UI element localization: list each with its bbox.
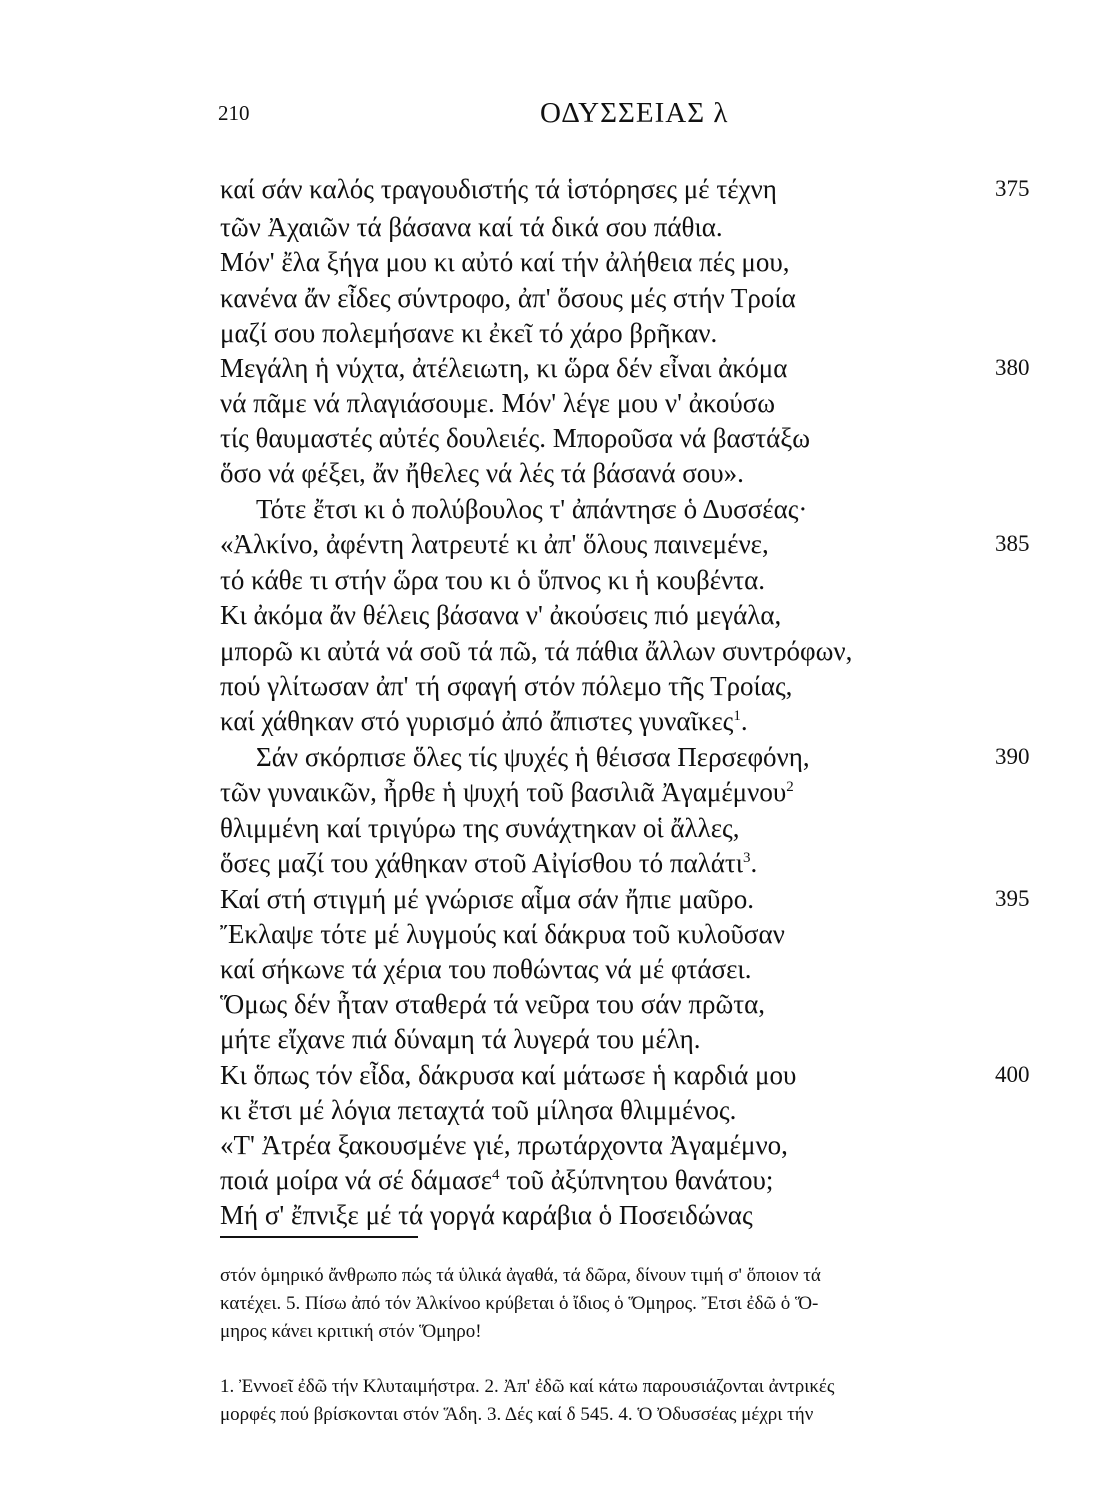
verse-line xyxy=(220,917,785,951)
verse-line-text: ὅσες μαζί του χάθηκαν στοῦ Αἰγίσθου τό παλάτι xyxy=(220,848,744,878)
verse-line-text: μήτε εἴχανε πιά δύναμη τά λυγερά του μέλη. xyxy=(220,1024,701,1054)
verse-line xyxy=(220,598,781,632)
verse-line xyxy=(220,882,754,916)
verse-line-text: «Ἀλκίνο, ἀφέντη λατρευτέ κι ἀπ' ὅλους παινεμένε, xyxy=(220,529,769,559)
footnote-marker: 2 xyxy=(786,779,794,795)
verse-line xyxy=(220,987,765,1021)
verse-line xyxy=(220,210,723,244)
verse-line xyxy=(220,421,810,455)
verse-line xyxy=(220,1022,700,1056)
verse-line-text: Μεγάλη ἡ νύχτα, ἀτέλειωτη, κι ὥρα δέν εἶναι ἀκόμα xyxy=(220,353,788,383)
verse-line xyxy=(256,492,807,526)
footnote-marker: 4 xyxy=(492,1167,500,1183)
footnote-line: κατέχει. 5. Πίσω ἀπό τόν Ἀλκίνοο κρύβεται ὁ ἴδιος ὁ Ὅμηρος. Ἔτσι ἐδῶ ὁ Ὅ- xyxy=(220,1293,819,1314)
verse-line xyxy=(220,386,775,420)
verse-line-text: μπορῶ κι αὐτά νά σοῦ τά πῶ, τά πάθια ἄλλων συντρόφων, xyxy=(220,636,853,666)
verse-line-text: τό κάθε τι στήν ὥρα του κι ὁ ὕπνος κι ἡ κουβέντα. xyxy=(220,565,766,595)
verse-line-text: μαζί σου πολεμήσανε κι ἐκεῖ τό χάρο βρῆκαν. xyxy=(220,318,718,348)
verse-line xyxy=(220,775,794,809)
verse-line xyxy=(220,281,796,315)
verse-line xyxy=(220,811,739,845)
verse-line xyxy=(220,172,777,206)
verse-line-text: Σάν σκόρπισε ὅλες τίς ψυχές ἡ θέισσα Περσεφόνη, xyxy=(256,742,810,772)
verse-line-text: Μόν' ἔλα ξήγα μου κι αὐτό καί τήν ἀλήθεια πές μου, xyxy=(220,247,790,277)
verse-line xyxy=(220,952,751,986)
footnote-line: στόν ὁμηρικό ἄνθρωπο πώς τά ὑλικά ἀγαθά, τά δῶρα, δίνουν τιμή σ' ὅποιον τά xyxy=(220,1265,821,1286)
verse-line-text: πού γλίτωσαν ἀπ' τή σφαγή στόν πόλεμο τῆς Τροίας, xyxy=(220,671,793,701)
verse-line-text: Ὅμως δέν ἦταν σταθερά τά νεῦρα του σάν πρῶτα, xyxy=(220,989,766,1019)
verse-line-text: τίς θαυμαστές αὐτές δουλειές. Μποροῦσα νά βαστάξω xyxy=(220,423,811,453)
verse-line-text: τῶν Ἀχαιῶν τά βάσανα καί τά δικά σου πάθια. xyxy=(220,212,723,242)
verse-line xyxy=(220,1093,736,1127)
line-number: 400 xyxy=(995,1062,1030,1087)
line-number: 375 xyxy=(995,176,1030,201)
line-number: 390 xyxy=(995,744,1030,769)
running-head-title: ΟΔΥΣΣΕΙΑΣ λ xyxy=(540,97,729,129)
verse-line-text: Τότε ἔτσι κι ὁ πολύβουλος τ' ἀπάντησε ὁ Δυσσέας· xyxy=(256,494,808,524)
verse-line xyxy=(220,669,792,703)
verse-line xyxy=(220,1058,796,1092)
verse-line xyxy=(220,527,769,561)
footnote-line: μηρος κάνει κριτική στόν Ὅμηρο! xyxy=(220,1321,482,1342)
verse-line-text: Καί στή στιγμή μέ γνώρισε αἷμα σάν ἤπιε μαῦρο. xyxy=(220,884,754,914)
verse-line-text-tail: τοῦ ἀξύπνητου θανάτου; xyxy=(499,1165,774,1195)
verse-line-text: «Τ' Ἀτρέα ξακουσμένε γιέ, πρωτάρχοντα Ἀγαμέμνο, xyxy=(220,1130,788,1160)
verse-line-text: τῶν γυναικῶν, ἦρθε ἡ ψυχή τοῦ βασιλιᾶ Ἀγαμέμνου xyxy=(220,777,787,807)
verse-line xyxy=(256,740,810,774)
footnote-marker: 3 xyxy=(743,850,751,866)
footnote-line: μορφές πού βρίσκονται στόν Ἅδη. 3. Δές καί δ 545. 4. Ὁ Ὀδυσσέας μέχρι τήν xyxy=(220,1404,814,1425)
footnote-rule xyxy=(220,1236,418,1238)
verse-line-text: κι ἔτσι μέ λόγια πεταχτά τοῦ μίλησα θλιμμένος. xyxy=(220,1095,737,1125)
verse-line xyxy=(220,245,789,279)
page-number: 210 xyxy=(218,101,250,125)
line-number: 380 xyxy=(995,355,1030,380)
footnote-line: 1. Ἐννοεῖ ἐδῶ τήν Κλυταιμήστρα. 2. Ἀπ' ἐδῶ καί κάτω παρουσιάζονται ἀντρικές xyxy=(220,1376,835,1397)
line-number: 395 xyxy=(995,886,1030,911)
verse-line-text: θλιμμένη καί τριγύρω της συνάχτηκαν οἱ ἄλλες, xyxy=(220,813,740,843)
verse-line-text: νά πᾶμε νά πλαγιάσουμε. Μόν' λέγε μου ν' ἀκούσω xyxy=(220,388,776,418)
verse-line-text: Κι ὅπως τόν εἶδα, δάκρυσα καί μάτωσε ἡ καρδιά μου xyxy=(220,1060,797,1090)
verse-line-text: ποιά μοίρα νά σέ δάμασε xyxy=(220,1165,493,1195)
verse-line xyxy=(220,1198,753,1232)
verse-line-text-tail: . xyxy=(750,848,758,878)
verse-line-text: καί σάν καλός τραγουδιστής τά ἱστόρησες μέ τέχνη xyxy=(220,174,777,204)
verse-line xyxy=(220,316,717,350)
verse-line-text: ὅσο νά φέξει, ἄν ἤθελες νά λές τά βάσανά σου». xyxy=(220,458,744,488)
verse-line xyxy=(220,1128,788,1162)
verse-line xyxy=(220,846,757,880)
line-number: 385 xyxy=(995,531,1030,556)
footnote-marker: 1 xyxy=(733,708,741,724)
verse-line-text-tail: . xyxy=(740,706,748,736)
verse-line-text: Μή σ' ἔπνιξε μέ τά γοργά καράβια ὁ Ποσειδώνας xyxy=(220,1200,753,1230)
verse-line xyxy=(220,456,744,490)
verse-line-text: καί χάθηκαν στό γυρισμό ἀπό ἄπιστες γυναῖκες xyxy=(220,706,734,736)
verse-line xyxy=(220,704,748,738)
verse-line-text: Ἔκλαψε τότε μέ λυγμούς καί δάκρυα τοῦ κυλοῦσαν xyxy=(220,919,785,949)
verse-line-text: καί σήκωνε τά χέρια του ποθώντας νά μέ φτάσει. xyxy=(220,954,752,984)
verse-line xyxy=(220,1163,773,1197)
verse-line xyxy=(220,351,787,385)
verse-line xyxy=(220,634,852,668)
verse-line xyxy=(220,563,765,597)
verse-line-text: Κι ἀκόμα ἄν θέλεις βάσανα ν' ἀκούσεις πιό μεγάλα, xyxy=(220,600,782,630)
verse-line-text: κανένα ἄν εἶδες σύντροφο, ἀπ' ὅσους μές στήν Τροία xyxy=(220,283,796,313)
